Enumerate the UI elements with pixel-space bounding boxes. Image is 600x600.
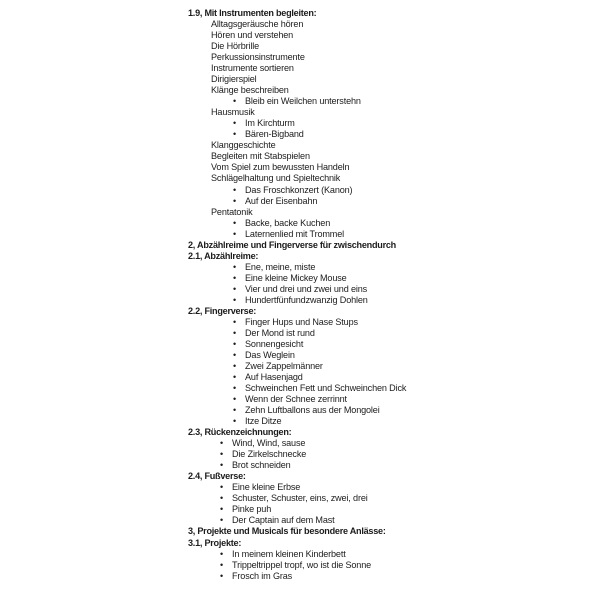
outline-item: Hören und verstehen — [211, 30, 294, 41]
outline-item: Schlägelhaltung und Spieltechnik — [211, 173, 341, 184]
outline-bullet-item — [188, 350, 588, 361]
outline-bullet-item — [188, 295, 588, 306]
bullet-icon: • — [233, 96, 237, 107]
outline-bullet-item — [188, 118, 588, 129]
outline-bullet-item — [188, 416, 588, 427]
outline-heading: 3, Projekte und Musicals für besondere Anlässe: — [188, 526, 386, 537]
bullet-item-label: Finger Hups und Nase Stups — [245, 316, 358, 327]
bullet-item-label: Im Kirchturm — [245, 118, 295, 129]
outline-bullet-item — [188, 339, 588, 350]
outline-bullet-item — [188, 129, 588, 140]
bullet-icon: • — [233, 195, 237, 206]
bullet-icon: • — [233, 294, 237, 305]
bullet-icon: • — [220, 449, 224, 460]
outline-bullet-item — [188, 229, 588, 240]
bullet-item-label: Auf Hasenjagd — [245, 372, 303, 383]
bullet-icon: • — [233, 118, 237, 129]
outline-item: Perkussionsinstrumente — [211, 52, 305, 63]
bullet-item-label: Hundertfünfundzwanzig Dohlen — [245, 294, 368, 305]
bullet-item-label: Laternenlied mit Trommel — [245, 228, 344, 239]
outline-heading: 3.1, Projekte: — [188, 537, 242, 548]
bullet-icon: • — [220, 460, 224, 471]
outline-heading: 2.1, Abzählreime: — [188, 250, 259, 261]
bullet-item-label: Auf der Eisenbahn — [245, 195, 318, 206]
outline-bullet-item — [188, 383, 588, 394]
outline-bullet-item — [188, 273, 588, 284]
bullet-icon: • — [233, 338, 237, 349]
bullet-item-label: Trippeltrippel tropf, wo ist die Sonne — [232, 559, 372, 570]
outline-bullet-item — [188, 504, 588, 515]
bullet-item-label: In meinem kleinen Kinderbett — [232, 548, 346, 559]
bullet-icon: • — [233, 405, 237, 416]
bullet-icon: • — [233, 327, 237, 338]
bullet-item-label: Wind, Wind, sause — [232, 438, 306, 449]
outline-item: Klänge beschreiben — [211, 85, 289, 96]
outline-item: Alltagsgeräusche hören — [211, 19, 304, 30]
outline-bullet-item — [188, 438, 588, 449]
bullet-item-label: Sonnengesicht — [245, 338, 304, 349]
outline-item: Vom Spiel zum bewussten Handeln — [211, 162, 350, 173]
bullet-icon: • — [233, 283, 237, 294]
bullet-item-label: Eine kleine Erbse — [232, 482, 301, 493]
outline-bullet-item — [188, 515, 588, 526]
outline-list — [188, 8, 588, 582]
outline-item: Hausmusik — [211, 107, 255, 118]
bullet-icon: • — [233, 129, 237, 140]
bullet-icon: • — [233, 361, 237, 371]
bullet-item-label: Bleib ein Weilchen unterstehn — [245, 96, 361, 107]
outline-bullet-item — [188, 449, 588, 460]
bullet-icon: • — [233, 394, 237, 405]
bullet-item-label: Bären-Bigband — [245, 129, 304, 140]
bullet-item-label: Itze Ditze — [245, 416, 282, 427]
bullet-icon: • — [220, 438, 224, 449]
outline-bullet-item — [188, 317, 588, 328]
bullet-icon: • — [233, 316, 237, 327]
outline-bullet-item — [188, 284, 588, 295]
outline-bullet-item — [188, 196, 588, 207]
outline-bullet-item — [188, 571, 588, 582]
outline-bullet-item — [188, 328, 588, 339]
bullet-icon: • — [220, 493, 224, 504]
bullet-item-label: Frosch im Gras — [232, 570, 293, 581]
bullet-item-label: Die Zirkelschnecke — [232, 449, 307, 460]
outline-bullet-item — [188, 405, 588, 416]
bullet-item-label: Das Weglein — [245, 349, 295, 360]
bullet-icon: • — [233, 184, 237, 195]
bullet-icon: • — [220, 482, 224, 493]
outline-bullet-item — [188, 361, 588, 372]
bullet-icon: • — [220, 570, 224, 581]
bullet-icon: • — [220, 515, 224, 526]
bullet-item-label: Vier und drei und zwei und eins — [245, 283, 368, 294]
outline-bullet-item — [188, 262, 588, 273]
bullet-item-label: Der Mond ist rund — [245, 327, 315, 338]
outline-bullet-item — [188, 560, 588, 571]
outline-heading: 2.4, Fußverse: — [188, 471, 246, 482]
outline-item: Instrumente sortieren — [211, 63, 294, 74]
bullet-item-label: Ene, meine, miste — [245, 261, 316, 272]
bullet-item-label: Der Captain auf dem Mast — [232, 515, 335, 526]
bullet-item-label: Schweinchen Fett und Schweinchen Dick — [245, 383, 407, 394]
outline-item: Begleiten mit Stabspielen — [211, 151, 310, 162]
bullet-item-label: Brot schneiden — [232, 460, 291, 471]
bullet-icon: • — [233, 228, 237, 239]
outline-heading: 2, Abzählreime und Fingerverse für zwischendurch — [188, 239, 396, 250]
bullet-icon: • — [220, 559, 224, 570]
bullet-icon: • — [233, 272, 237, 283]
outline-item: Dirigierspiel — [211, 74, 257, 85]
bullet-item-label: Backe, backe Kuchen — [245, 217, 331, 228]
bullet-icon: • — [233, 416, 237, 427]
bullet-icon: • — [220, 548, 224, 559]
outline-heading: 2.3, Rückenzeichnungen: — [188, 427, 292, 438]
outline-bullet-item — [188, 549, 588, 560]
bullet-item-label: Das Froschkonzert (Kanon) — [245, 184, 353, 195]
bullet-icon: • — [233, 383, 237, 394]
outline-bullet-item — [188, 482, 588, 493]
outline-item: Pentatonik — [211, 206, 253, 217]
bullet-item-label: Schuster, Schuster, eins, zwei, drei — [232, 493, 368, 504]
outline-heading: 1.9, Mit Instrumenten begleiten: — [188, 8, 317, 18]
outline-item: Klanggeschichte — [211, 140, 276, 151]
bullet-icon: • — [233, 217, 237, 228]
bullet-icon: • — [233, 261, 237, 272]
bullet-icon: • — [233, 349, 237, 360]
outline-bullet-item — [188, 372, 588, 383]
outline-item: Die Hörbrille — [211, 41, 260, 52]
bullet-item-label: Zehn Luftballons aus der Mongolei — [245, 405, 380, 416]
bullet-icon: • — [233, 372, 237, 383]
bullet-item-label: Zwei Zappelmänner — [245, 361, 323, 371]
outline-heading: 2.2, Fingerverse: — [188, 305, 257, 316]
bullet-item-label: Eine kleine Mickey Mouse — [245, 272, 347, 283]
bullet-item-label: Pinke puh — [232, 504, 272, 515]
outline-bullet-item — [188, 96, 588, 107]
bullet-item-label: Wenn der Schnee zerrinnt — [245, 394, 347, 405]
outline-bullet-item — [188, 185, 588, 196]
outline-bullet-item — [188, 493, 588, 504]
outline-bullet-item — [188, 394, 588, 405]
outline-bullet-item — [188, 218, 588, 229]
bullet-icon: • — [220, 504, 224, 515]
outline-bullet-item — [188, 460, 588, 471]
